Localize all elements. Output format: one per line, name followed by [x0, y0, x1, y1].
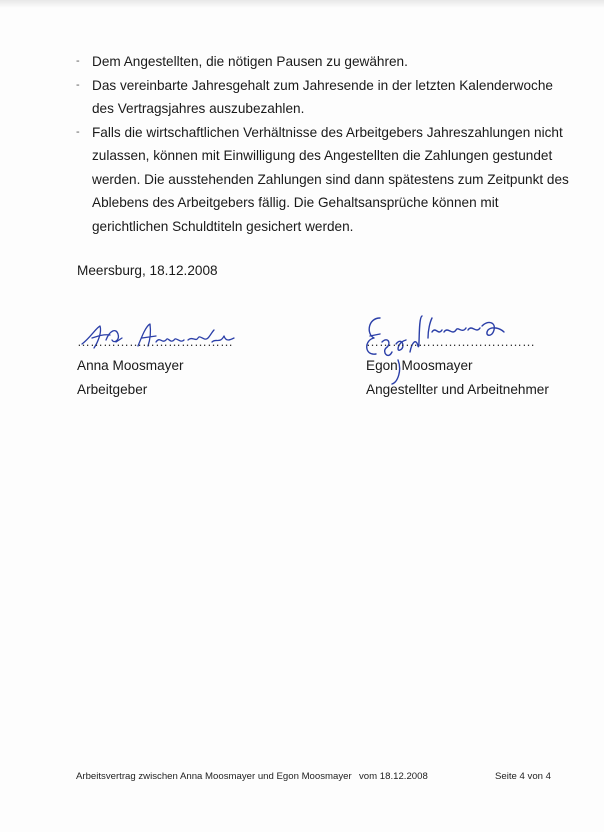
scan-edge-shadow	[0, 0, 604, 8]
clause-text: Dem Angestellten, die nötigen Pausen zu gewähren.	[92, 54, 408, 69]
bullet-dash: -	[76, 125, 80, 138]
footer-date: vom 18.12.2008	[359, 771, 428, 782]
signature-line: …………………………………	[366, 334, 535, 349]
clause-item	[76, 50, 576, 74]
signature-block-employee	[366, 330, 549, 401]
signer-role: Arbeitgeber	[77, 381, 148, 397]
clause-item	[76, 121, 576, 239]
clause-text: Das vereinbarte Jahresgehalt zum Jahresende in der letzten Kalenderwoche des Vertragsjahres auszubezahlen.	[92, 77, 553, 116]
clause-list	[76, 50, 576, 238]
signer-name: Anna Moosmayer	[77, 358, 184, 373]
signer-role: Angestellter und Arbeitnehmer	[366, 381, 549, 397]
place-and-date: Meersburg, 18.12.2008	[77, 263, 218, 278]
footer-page-number: Seite 4 von 4	[495, 771, 552, 782]
bullet-dash: -	[76, 55, 80, 67]
clause-text: Falls die wirtschaftlichen Verhältnisse des Arbeitgebers Jahreszahlungen nicht zulassen, können mit Einwilligung des Angestellten die Zahlungen gestundet werden. Die ausstehenden Zahlungen sind dann spätestens zum Zeitpunkt des Ablebens des Arbeitgebers fällig. Die Gehaltsansprüche können mit gerichtlichen Schuldtiteln gesichert werden.	[92, 124, 569, 234]
footer-contract-title: Arbeitsvertrag zwischen Anna Moosmayer und Egon Moosmayer	[76, 771, 352, 782]
bullet-dash: -	[76, 78, 80, 91]
signer-name: Egon Moosmayer	[366, 358, 473, 373]
clause-item	[76, 74, 576, 121]
signature-block-employer	[77, 330, 233, 401]
signature-line: ………………………………	[77, 334, 233, 349]
